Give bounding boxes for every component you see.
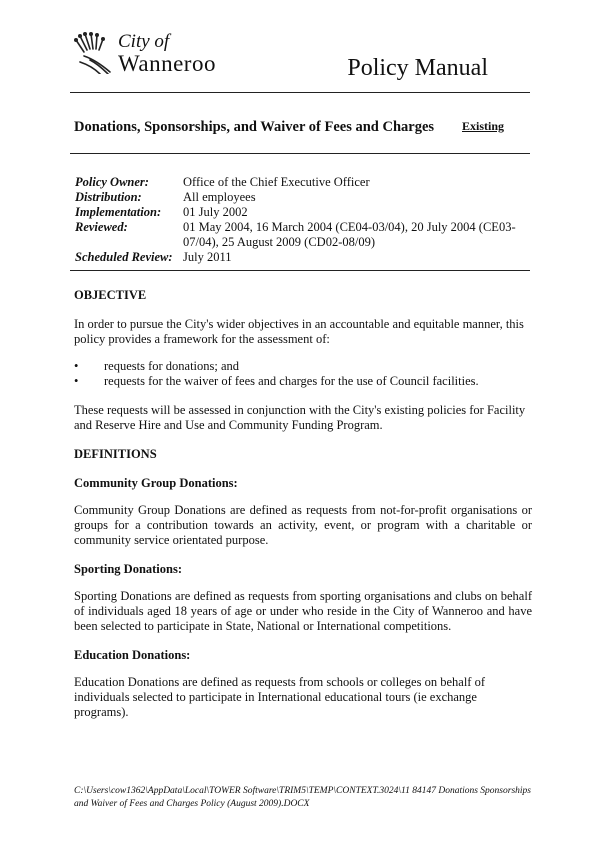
list-item — [74, 359, 532, 374]
status-badge: Existing — [462, 119, 505, 133]
objective-closing: These requests will be assessed in conjunction with the City's existing policies for Facility and Reserve Hire and Use and Community Funding Program. — [74, 403, 526, 432]
meta-value: July 2011 — [183, 250, 232, 264]
meta-value: 01 May 2004, 16 March 2004 (CE04-03/04), 20 July 2004 (CE03-07/04), 25 August 2009 (CD02-08/09) — [183, 220, 516, 249]
meta-value: All employees — [183, 190, 256, 204]
file-path-footer: C:\Users\cow1362\AppData\Local\TOWER Software\TRIM5\TEMP\CONTEXT.3024\11 84147 Donations Sponsorships and Waiver of Fees and Charges Policy (August 2009).DOCX — [74, 786, 531, 809]
definitions-heading: DEFINITIONS — [74, 447, 157, 461]
bullet-icon: • — [74, 374, 79, 388]
list-item-text: requests for donations; and — [104, 359, 240, 373]
meta-divider — [70, 270, 530, 271]
title-divider — [70, 153, 530, 154]
meta-label: Scheduled Review: — [75, 250, 173, 264]
meta-label: Implementation: — [75, 205, 162, 219]
community-donations-text: Community Group Donations are defined as requests from not-for-profit organisations or groups for a contribution towards an activity, event, or program with a charitable or community service orientated purpose. — [74, 503, 532, 547]
meta-value: 01 July 2002 — [183, 205, 248, 219]
manual-title: Policy Manual — [347, 55, 488, 81]
meta-row-implementation — [75, 205, 530, 220]
meta-row-distribution — [75, 190, 530, 205]
list-item — [74, 374, 532, 389]
city-logo — [70, 30, 240, 80]
sporting-donations-heading: Sporting Donations: — [74, 562, 183, 576]
meta-value: Office of the Chief Executive Officer — [183, 175, 370, 189]
meta-label: Policy Owner: — [75, 175, 149, 189]
header-divider — [70, 92, 530, 93]
meta-label: Distribution: — [75, 190, 142, 204]
list-item-text: requests for the waiver of fees and charges for the use of Council facilities. — [104, 374, 479, 388]
sporting-donations-text: Sporting Donations are defined as requests from sporting organisations and clubs on behalf of individuals aged 18 years of age or under who reside in the City of Wanneroo and have been selected to participate in State, National or International competitions. — [74, 589, 532, 633]
policy-metadata — [75, 175, 530, 265]
education-donations-text: Education Donations are defined as requests from schools or colleges on behalf of individuals selected to participate in International educational tours (ie exchange programs). — [74, 675, 485, 719]
logo-city-text: City of — [118, 31, 170, 52]
bullet-icon: • — [74, 359, 79, 373]
policy-body — [74, 288, 532, 720]
meta-label: Reviewed: — [75, 220, 128, 234]
logo-name-text: Wanneroo — [118, 51, 216, 76]
education-donations-heading: Education Donations: — [74, 648, 191, 662]
community-donations-heading: Community Group Donations: — [74, 476, 238, 490]
page-title: Donations, Sponsorships, and Waiver of Fees and Charges — [74, 119, 435, 135]
reed-logo-icon — [70, 30, 116, 74]
objective-intro: In order to pursue the City's wider objectives in an accountable and equitable manner, this policy provides a framework for the assessment of: — [74, 317, 524, 346]
meta-row-owner — [75, 175, 530, 190]
meta-row-reviewed — [75, 220, 530, 250]
objective-bullet-list — [74, 359, 532, 389]
objective-heading: OBJECTIVE — [74, 288, 147, 302]
meta-row-scheduled-review — [75, 250, 530, 265]
